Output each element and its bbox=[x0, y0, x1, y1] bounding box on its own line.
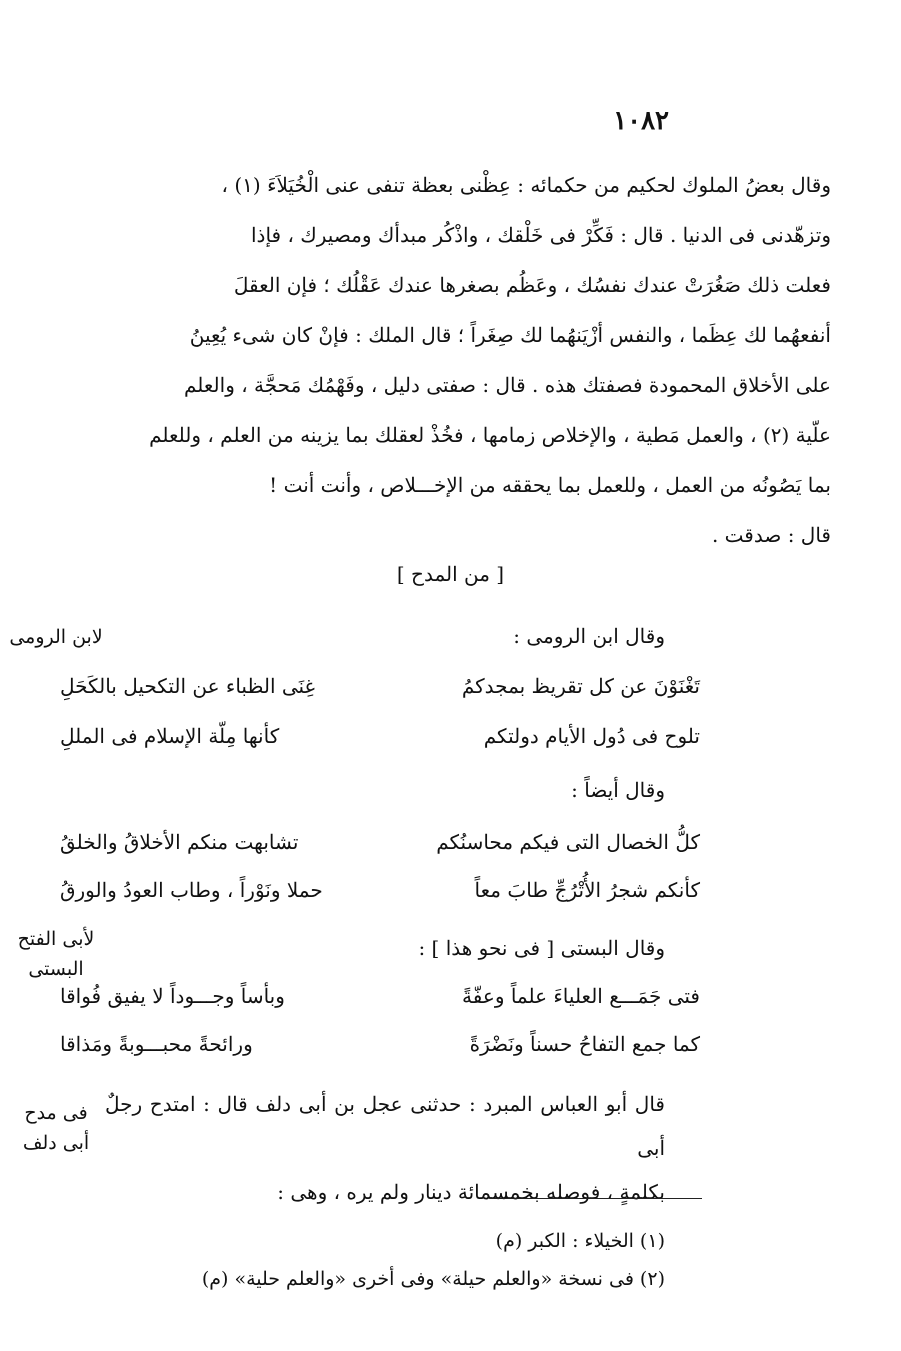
margin-note-line: فى مدح bbox=[24, 1102, 88, 1124]
paragraph-line: علّية (٢) ، والعمل مَطية ، والإخلاص زمامها ، فخُذْ لعقلك بما يزينه من العلم ، وللعلم bbox=[149, 423, 831, 447]
margin-note-line: لأبى الفتح bbox=[17, 928, 95, 950]
margin-note-busti bbox=[1, 924, 111, 984]
main-paragraph bbox=[61, 160, 831, 560]
verse-first-hemistich: كلُّ الخصال التى فيكم محاسنُكم bbox=[436, 830, 700, 854]
prose-line: قال أبو العباس المبرد : حدثنى عجل بن أبى دلف قال : امتدح رجلٌ أبى bbox=[105, 1092, 665, 1160]
verse-second-hemistich: ورائحةً محبـــوبةً ومَذاقا bbox=[60, 1032, 253, 1056]
verse-second-hemistich: غِنَى الظباء عن التكحيل بالكَحَلِ bbox=[60, 674, 316, 698]
verse bbox=[60, 830, 700, 870]
section-title: [ من المدح ] bbox=[396, 562, 505, 586]
verse bbox=[60, 724, 700, 764]
intro-ibn-rumi: وقال ابن الرومى : bbox=[513, 624, 665, 648]
verse bbox=[60, 674, 700, 714]
paragraph-line: فعلت ذلك صَغُرَتْ عندك نفسُك ، وعَظُم بصغرها عندك عَقْلُك ؛ فإن العقلَ bbox=[233, 273, 831, 297]
paragraph-line: على الأخلاق المحمودة فصفتك هذه . قال : صفتى دليل ، وفَهْمُك مَحجَّة ، والعلم bbox=[183, 373, 831, 397]
margin-note-line: البستى bbox=[28, 958, 84, 980]
abi-dulaf-prose bbox=[105, 1082, 665, 1214]
verse-second-hemistich: وبأساً وجـــوداً لا يفيق فُواقا bbox=[60, 984, 285, 1008]
verse-first-hemistich: كأنكم شجرُ الأُتْرُجِّ طابَ معاً bbox=[474, 878, 700, 902]
margin-note-line: أبى دلف bbox=[22, 1132, 90, 1154]
verse bbox=[60, 878, 700, 918]
verse-first-hemistich: تلوح فى دُول الأيام دولتكم bbox=[483, 724, 700, 748]
paragraph-line: وقال بعضُ الملوك لحكيم من حكمائه : عِظْنى بعظة تنفى عنى الْخُيَلاَءَ (١) ، bbox=[221, 173, 831, 197]
margin-note-ibn-rumi: لابن الرومى bbox=[9, 626, 103, 648]
footnote: (١) الخيلاء : الكبر (م) bbox=[495, 1230, 665, 1252]
verse-first-hemistich: كما جمع التفاحُ حسناً ونَضْرَةً bbox=[469, 1032, 700, 1056]
margin-note-abi-dulaf bbox=[1, 1098, 111, 1158]
footnote: (٢) فى نسخة «والعلم حيلة» وفى أخرى «والعلم حلية» (م) bbox=[201, 1268, 665, 1290]
verse bbox=[60, 984, 700, 1024]
footnote-divider bbox=[490, 1198, 702, 1199]
verse bbox=[60, 1032, 700, 1072]
intro-busti: وقال البستى [ فى نحو هذا ] : bbox=[418, 936, 665, 960]
paragraph-line: أنفعهُما لك عِظَما ، والنفس أزْيَنهُما لك صِغَراً ؛ قال الملك : فإنْ كان شىء يُعِينُ bbox=[189, 323, 831, 347]
verse-second-hemistich: تشابهت منكم الأخلاقُ والخلقُ bbox=[60, 830, 299, 854]
paragraph-line: وتزهّدنى فى الدنيا . قال : فَكِّرْ فى خَلْقك ، واذْكُر مبدأك ومصيرك ، فإذا bbox=[251, 223, 831, 247]
verse-second-hemistich: كأنها مِلّة الإسلام فى المللِ bbox=[60, 724, 280, 748]
intro-also: وقال أيضاً : bbox=[571, 778, 665, 802]
paragraph-line: قال : صدقت . bbox=[711, 523, 831, 547]
verse-second-hemistich: حملا ونَوْراً ، وطاب العودُ والورقُ bbox=[60, 878, 323, 902]
verse-first-hemistich: تَغْنَوْنَ عن كل تقريظ بمجدكمُ bbox=[461, 674, 700, 698]
prose-line: بكلمةٍ ، فوصله بخمسمائة دينار ولم يره ، وهى : bbox=[277, 1180, 665, 1204]
page-number: ١٠٨٢ bbox=[613, 106, 669, 136]
paragraph-line: بما يَصُونُه من العمل ، وللعمل بما يحققه من الإخـــلاص ، وأنت أنت ! bbox=[269, 473, 831, 497]
verse-first-hemistich: فتى جَمَـــع العلياءَ علماً وعفّةً bbox=[462, 984, 700, 1008]
